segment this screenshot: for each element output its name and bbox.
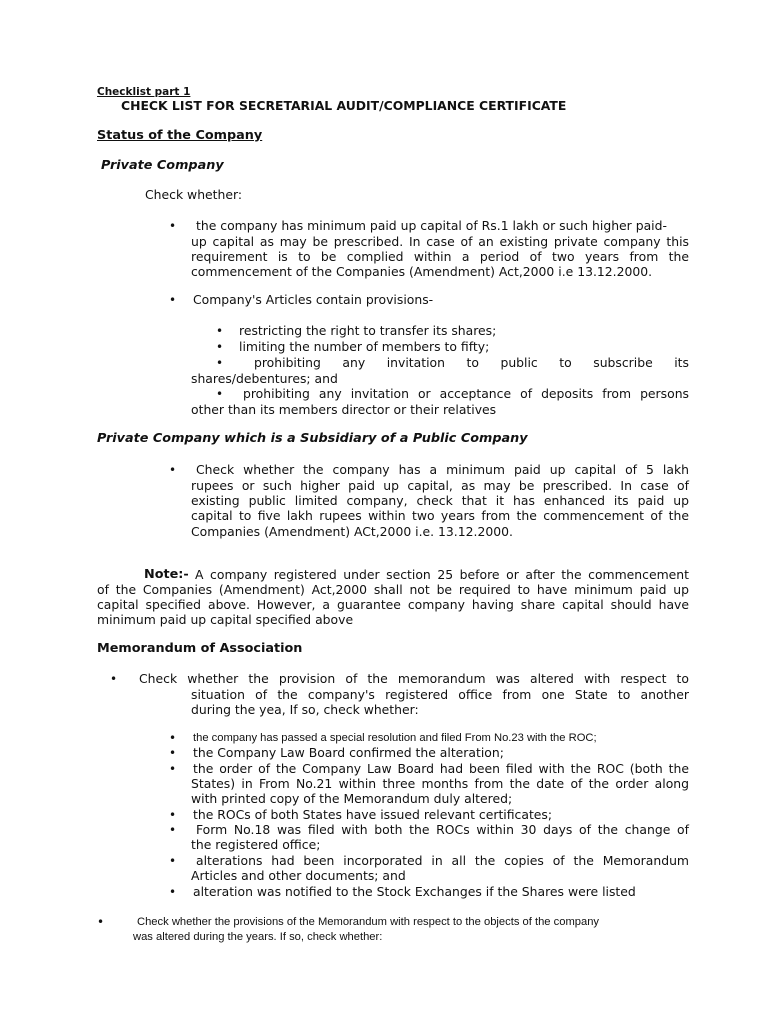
memo-sub-4: the ROCs of both States have issued relevant certificates; xyxy=(193,807,553,822)
note-line-4: minimum paid up capital specified above xyxy=(97,612,354,627)
bullet-icon: • xyxy=(169,885,177,899)
articles-item-4-cont: other than its members director or their relatives xyxy=(191,402,497,417)
articles-item-1: restricting the right to transfer its shares; xyxy=(239,323,497,338)
objects-line-2: was altered during the years. If so, check whether: xyxy=(133,931,383,943)
status-heading: Status of the Company xyxy=(97,128,263,143)
bullet-icon: • xyxy=(216,324,224,338)
memo-sub-3: the order of the Company Law Board had been filed with the ROC (both the xyxy=(193,761,689,776)
articles-item-4: prohibiting any invitation or acceptance of deposits from persons xyxy=(243,386,689,401)
memo-sub-6-cont: Articles and other documents; and xyxy=(191,868,406,883)
subsidiary-line-4: capital to five lakh rupees within two years from the commencement of the xyxy=(191,508,689,523)
bullet-icon: • xyxy=(169,746,177,760)
pc-item-1-line-3: requirement is to be complied within a period of two years from the xyxy=(191,249,689,264)
memo-sub-5: Form No.18 was filed with both the ROCs within 30 days of the change of xyxy=(196,822,689,837)
subsidiary-line-1: Check whether the company has a minimum paid up capital of 5 lakh xyxy=(196,462,689,477)
bullet-icon: • xyxy=(169,731,177,745)
note-line-2: of the Companies (Amendment) Act,2000 shall not be required to have minimum paid up xyxy=(97,582,689,597)
memo-line-1: Check whether the provision of the memorandum was altered with respect to xyxy=(139,671,689,686)
memo-line-3: during the yea, If so, check whether: xyxy=(191,702,419,717)
bullet-icon: • xyxy=(216,387,224,401)
articles-item-3: prohibiting any invitation to public to subscribe its xyxy=(254,355,689,370)
part-label: Checklist part 1 xyxy=(97,86,191,98)
note-line-3: capital specified above. However, a guarantee company having share capital should have xyxy=(97,597,689,612)
bullet-icon: • xyxy=(97,915,105,929)
bullet-icon: • xyxy=(216,356,224,370)
memo-sub-3-cont-2: with printed copy of the Memorandum duly altered; xyxy=(191,791,513,806)
note-label: Note:- xyxy=(144,567,189,582)
memo-sub-2: the Company Law Board confirmed the alteration; xyxy=(193,745,504,760)
bullet-icon: • xyxy=(169,762,177,776)
note-line-1: A company registered under section 25 before or after the commencement xyxy=(195,567,689,582)
articles-item-2: limiting the number of members to fifty; xyxy=(239,339,490,354)
bullet-icon: • xyxy=(110,672,118,686)
bullet-icon: • xyxy=(169,293,177,307)
memo-line-2: situation of the company's registered office from one State to another xyxy=(191,687,689,702)
pc-item-1-line-4: commencement of the Companies (Amendment) Act,2000 i.e 13.12.2000. xyxy=(191,264,653,279)
subsidiary-line-5: Companies (Amendment) ACt,2000 i.e. 13.12.2000. xyxy=(191,524,513,539)
bullet-icon: • xyxy=(169,219,177,233)
bullet-icon: • xyxy=(216,340,224,354)
subsidiary-line-2: rupees or such higher paid up capital, as may be prescribed. In case of xyxy=(191,478,689,493)
main-title: CHECK LIST FOR SECRETARIAL AUDIT/COMPLIANCE CERTIFICATE xyxy=(121,98,567,113)
subsidiary-line-3: existing public limited company, check that it has enhanced its paid up xyxy=(191,493,689,508)
memo-sub-3-cont-1: States) in From No.21 within three months from the date of the order along xyxy=(191,776,689,791)
bullet-icon: • xyxy=(169,823,177,837)
subsidiary-heading: Private Company which is a Subsidiary of a Public Company xyxy=(97,431,528,446)
bullet-icon: • xyxy=(169,808,177,822)
articles-item-3-cont: shares/debentures; and xyxy=(191,371,338,386)
private-company-heading: Private Company xyxy=(101,158,224,173)
memo-sub-6: alterations had been incorporated in all the copies of the Memorandum xyxy=(196,853,689,868)
memo-sub-7: alteration was notified to the Stock Exchanges if the Shares were listed xyxy=(193,884,636,899)
memo-sub-5-cont: the registered office; xyxy=(191,837,321,852)
check-whether-label: Check whether: xyxy=(145,187,243,202)
pc-item-1-line-1: the company has minimum paid up capital of Rs.1 lakh or such higher paid- xyxy=(196,218,667,233)
pc-item-2-line-1: Company's Articles contain provisions- xyxy=(193,292,434,307)
pc-item-1-line-2: up capital as may be prescribed. In case of an existing private company this xyxy=(191,234,689,249)
bullet-icon: • xyxy=(169,463,177,477)
memorandum-heading: Memorandum of Association xyxy=(97,641,303,656)
objects-line-1: Check whether the provisions of the Memorandum with respect to the objects of the company xyxy=(137,916,600,928)
bullet-icon: • xyxy=(169,854,177,868)
memo-sub-1: the company has passed a special resolution and filed From No.23 with the ROC; xyxy=(193,732,597,744)
